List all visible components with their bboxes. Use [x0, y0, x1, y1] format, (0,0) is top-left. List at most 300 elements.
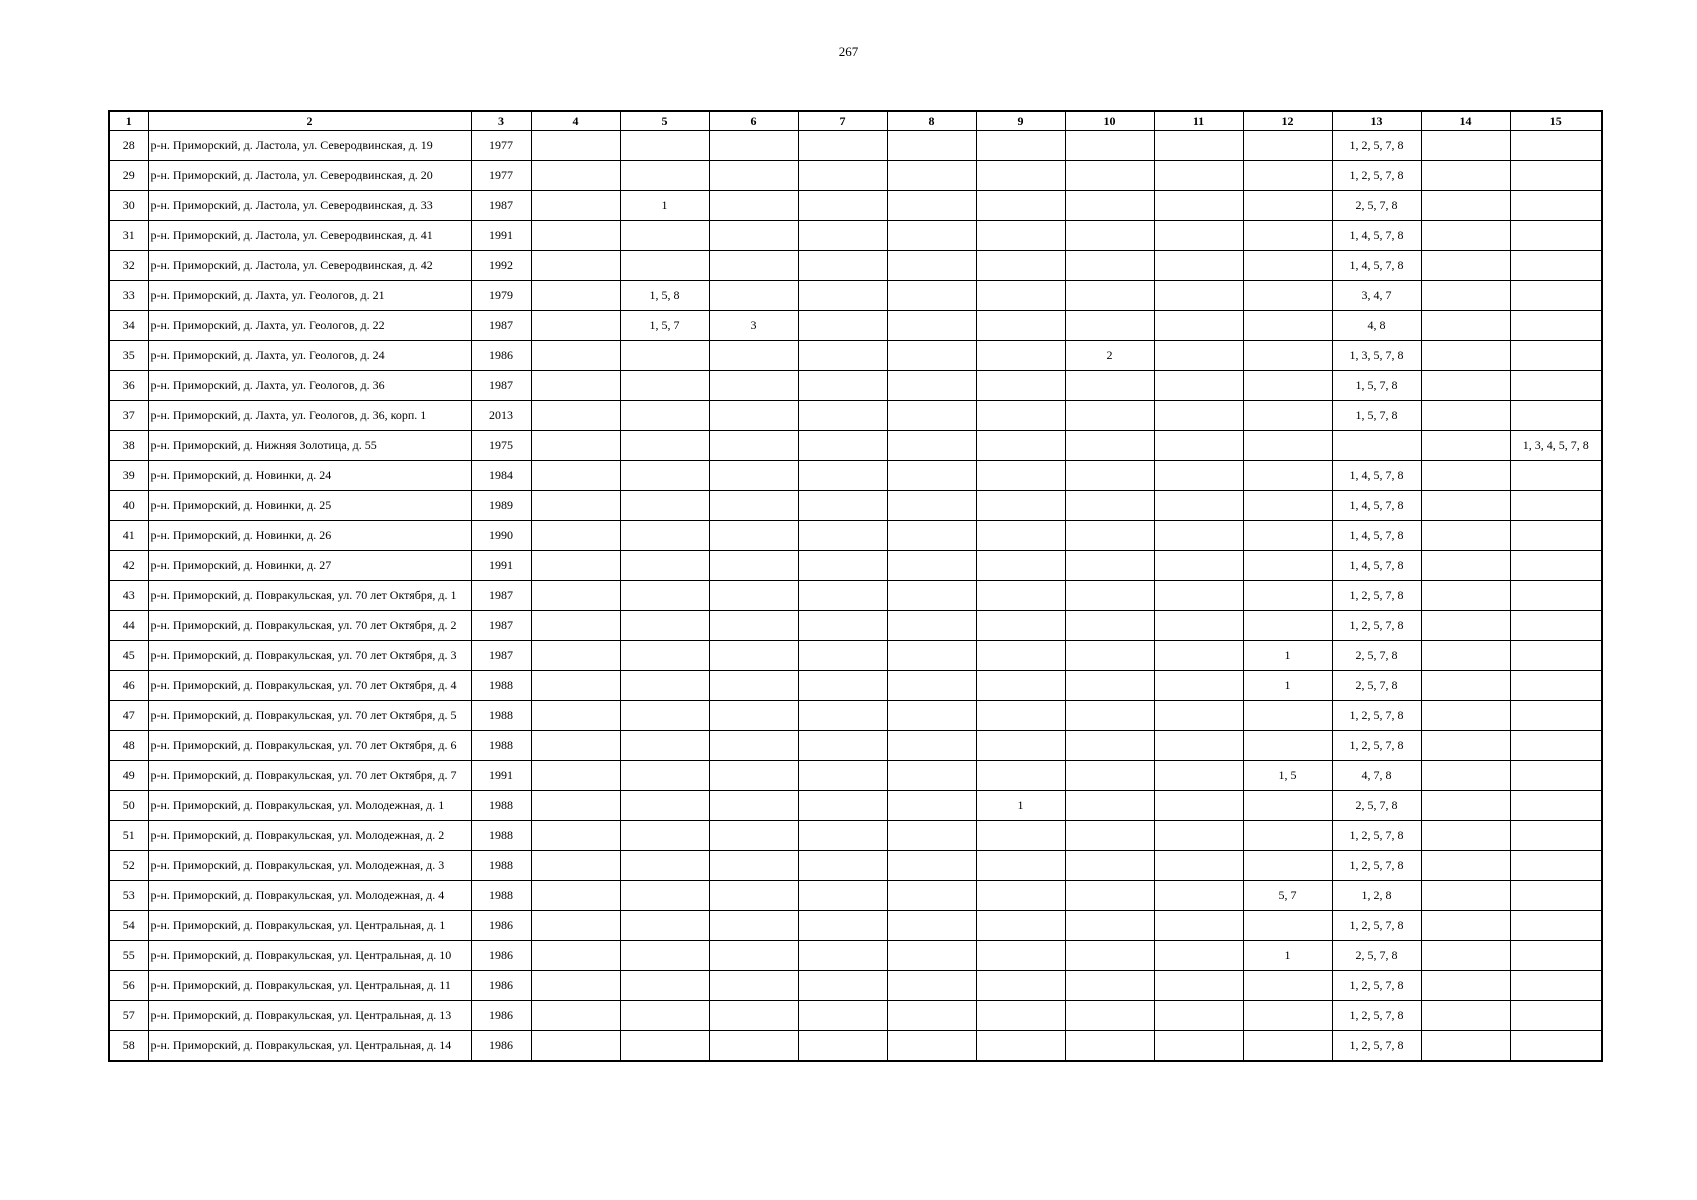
year-cell: 1991 [471, 551, 531, 581]
table-cell-col-8 [887, 221, 976, 251]
table-cell-col-4 [531, 731, 620, 761]
table-cell-col-15 [1510, 791, 1602, 821]
table-cell-col-15 [1510, 371, 1602, 401]
table-cell-col-13: 1, 4, 5, 7, 8 [1332, 221, 1421, 251]
table-cell-col-12 [1243, 461, 1332, 491]
table-cell-col-12 [1243, 701, 1332, 731]
row-number-cell: 48 [109, 731, 148, 761]
table-cell-col-8 [887, 881, 976, 911]
address-cell: р-н. Приморский, д. Повракульская, ул. 70 лет Октября, д. 2 [148, 611, 471, 641]
address-cell: р-н. Приморский, д. Повракульская, ул. 70 лет Октября, д. 1 [148, 581, 471, 611]
table-cell-col-10 [1065, 551, 1154, 581]
column-header-14: 14 [1421, 111, 1510, 131]
table-cell-col-4 [531, 311, 620, 341]
table-row [109, 161, 1602, 191]
table-cell-col-13: 1, 2, 8 [1332, 881, 1421, 911]
table-cell-col-7 [798, 761, 887, 791]
address-cell: р-н. Приморский, д. Повракульская, ул. Молодежная, д. 1 [148, 791, 471, 821]
table-cell-col-12 [1243, 851, 1332, 881]
table-cell-col-8 [887, 1031, 976, 1062]
table-cell-col-10 [1065, 911, 1154, 941]
table-cell-col-8 [887, 371, 976, 401]
table-cell-col-9 [976, 611, 1065, 641]
table-cell-col-10 [1065, 491, 1154, 521]
table-cell-col-6 [709, 581, 798, 611]
table-cell-col-6 [709, 251, 798, 281]
table-cell-col-8 [887, 251, 976, 281]
table-cell-col-12: 1, 5 [1243, 761, 1332, 791]
table-cell-col-8 [887, 551, 976, 581]
table-cell-col-13: 2, 5, 7, 8 [1332, 671, 1421, 701]
table-cell-col-6 [709, 461, 798, 491]
table-cell-col-5 [620, 581, 709, 611]
table-cell-col-14 [1421, 671, 1510, 701]
column-header-15: 15 [1510, 111, 1602, 131]
table-cell-col-8 [887, 821, 976, 851]
table-cell-col-13: 1, 2, 5, 7, 8 [1332, 161, 1421, 191]
year-cell: 1987 [471, 641, 531, 671]
table-cell-col-11 [1154, 161, 1243, 191]
row-number-cell: 44 [109, 611, 148, 641]
table-cell-col-8 [887, 791, 976, 821]
table-cell-col-13: 1, 4, 5, 7, 8 [1332, 491, 1421, 521]
table-cell-col-5: 1 [620, 191, 709, 221]
table-row [109, 611, 1602, 641]
table-cell-col-7 [798, 521, 887, 551]
page-number: 267 [838, 44, 859, 59]
year-cell: 1991 [471, 221, 531, 251]
table-cell-col-10 [1065, 941, 1154, 971]
table-cell-col-12: 1 [1243, 671, 1332, 701]
year-cell: 2013 [471, 401, 531, 431]
row-number-cell: 51 [109, 821, 148, 851]
table-cell-col-10 [1065, 731, 1154, 761]
table-cell-col-11 [1154, 881, 1243, 911]
year-cell: 1975 [471, 431, 531, 461]
table-row [109, 461, 1602, 491]
table-cell-col-10 [1065, 611, 1154, 641]
table-cell-col-14 [1421, 641, 1510, 671]
table-cell-col-8 [887, 701, 976, 731]
table-cell-col-13: 2, 5, 7, 8 [1332, 941, 1421, 971]
table-cell-col-12 [1243, 431, 1332, 461]
table-cell-col-12 [1243, 161, 1332, 191]
table-cell-col-8 [887, 311, 976, 341]
table-cell-col-10 [1065, 251, 1154, 281]
table-cell-col-5 [620, 461, 709, 491]
table-cell-col-14 [1421, 701, 1510, 731]
table-cell-col-12 [1243, 911, 1332, 941]
table-cell-col-10 [1065, 761, 1154, 791]
table-cell-col-7 [798, 701, 887, 731]
table-cell-col-4 [531, 461, 620, 491]
table-cell-col-12 [1243, 611, 1332, 641]
table-cell-col-6 [709, 1031, 798, 1062]
table-cell-col-15 [1510, 611, 1602, 641]
table-cell-col-10 [1065, 1001, 1154, 1031]
column-header-9: 9 [976, 111, 1065, 131]
table-cell-col-5 [620, 1001, 709, 1031]
table-cell-col-7 [798, 881, 887, 911]
table-cell-col-15 [1510, 461, 1602, 491]
row-number-cell: 42 [109, 551, 148, 581]
year-cell: 1989 [471, 491, 531, 521]
address-cell: р-н. Приморский, д. Повракульская, ул. Центральная, д. 13 [148, 1001, 471, 1031]
table-cell-col-7 [798, 131, 887, 161]
address-cell: р-н. Приморский, д. Ластола, ул. Северодвинская, д. 19 [148, 131, 471, 161]
row-number-cell: 38 [109, 431, 148, 461]
table-cell-col-15: 1, 3, 4, 5, 7, 8 [1510, 431, 1602, 461]
table-cell-col-5 [620, 791, 709, 821]
table-cell-col-12 [1243, 971, 1332, 1001]
table-cell-col-14 [1421, 1001, 1510, 1031]
address-cell: р-н. Приморский, д. Повракульская, ул. 70 лет Октября, д. 6 [148, 731, 471, 761]
table-cell-col-9 [976, 701, 1065, 731]
table-cell-col-6 [709, 161, 798, 191]
table-cell-col-8 [887, 1001, 976, 1031]
table-cell-col-13: 1, 5, 7, 8 [1332, 371, 1421, 401]
table-cell-col-5 [620, 491, 709, 521]
table-row [109, 701, 1602, 731]
year-cell: 1986 [471, 341, 531, 371]
table-cell-col-5 [620, 701, 709, 731]
table-cell-col-10 [1065, 671, 1154, 701]
table-cell-col-14 [1421, 611, 1510, 641]
table-cell-col-12 [1243, 491, 1332, 521]
address-cell: р-н. Приморский, д. Повракульская, ул. Молодежная, д. 2 [148, 821, 471, 851]
column-header-12: 12 [1243, 111, 1332, 131]
table-cell-col-7 [798, 491, 887, 521]
table-cell-col-12 [1243, 1001, 1332, 1031]
table-cell-col-13: 1, 4, 5, 7, 8 [1332, 551, 1421, 581]
table-cell-col-9 [976, 311, 1065, 341]
table-cell-col-13: 1, 2, 5, 7, 8 [1332, 851, 1421, 881]
row-number-cell: 39 [109, 461, 148, 491]
table-cell-col-11 [1154, 491, 1243, 521]
table-cell-col-5: 1, 5, 7 [620, 311, 709, 341]
table-cell-col-4 [531, 671, 620, 701]
row-number-cell: 40 [109, 491, 148, 521]
table-cell-col-5 [620, 371, 709, 401]
year-cell: 1990 [471, 521, 531, 551]
table-cell-col-15 [1510, 761, 1602, 791]
table-cell-col-6 [709, 821, 798, 851]
address-cell: р-н. Приморский, д. Ластола, ул. Северодвинская, д. 33 [148, 191, 471, 221]
table-cell-col-10 [1065, 461, 1154, 491]
table-cell-col-11 [1154, 521, 1243, 551]
table-cell-col-11 [1154, 1001, 1243, 1031]
table-cell-col-14 [1421, 941, 1510, 971]
table-cell-col-9 [976, 401, 1065, 431]
table-cell-col-6 [709, 611, 798, 641]
table-cell-col-12 [1243, 821, 1332, 851]
year-cell: 1991 [471, 761, 531, 791]
table-cell-col-12 [1243, 221, 1332, 251]
table-cell-col-10 [1065, 581, 1154, 611]
table-cell-col-10: 2 [1065, 341, 1154, 371]
year-cell: 1984 [471, 461, 531, 491]
table-cell-col-7 [798, 611, 887, 641]
table-cell-col-14 [1421, 971, 1510, 1001]
table-row [109, 911, 1602, 941]
table-cell-col-9 [976, 371, 1065, 401]
table-cell-col-13: 2, 5, 7, 8 [1332, 791, 1421, 821]
table-cell-col-6 [709, 551, 798, 581]
address-cell: р-н. Приморский, д. Лахта, ул. Геологов, д. 36 [148, 371, 471, 401]
table-cell-col-12 [1243, 731, 1332, 761]
table-cell-col-6 [709, 281, 798, 311]
table-row [109, 401, 1602, 431]
table-cell-col-14 [1421, 881, 1510, 911]
table-row [109, 371, 1602, 401]
table-cell-col-4 [531, 191, 620, 221]
column-header-8: 8 [887, 111, 976, 131]
address-cell: р-н. Приморский, д. Ластола, ул. Северодвинская, д. 41 [148, 221, 471, 251]
table-cell-col-7 [798, 911, 887, 941]
table-cell-col-5 [620, 431, 709, 461]
row-number-cell: 54 [109, 911, 148, 941]
table-cell-col-15 [1510, 1031, 1602, 1062]
table-cell-col-4 [531, 821, 620, 851]
table-cell-col-4 [531, 701, 620, 731]
table-cell-col-14 [1421, 341, 1510, 371]
table-cell-col-15 [1510, 851, 1602, 881]
table-cell-col-11 [1154, 971, 1243, 1001]
address-cell: р-н. Приморский, д. Повракульская, ул. 70 лет Октября, д. 7 [148, 761, 471, 791]
table-cell-col-12 [1243, 341, 1332, 371]
table-row [109, 581, 1602, 611]
table-cell-col-11 [1154, 671, 1243, 701]
table-cell-col-11 [1154, 701, 1243, 731]
table-cell-col-15 [1510, 641, 1602, 671]
table-cell-col-12: 1 [1243, 941, 1332, 971]
table-cell-col-5 [620, 341, 709, 371]
table-cell-col-5 [620, 731, 709, 761]
table-cell-col-10 [1065, 641, 1154, 671]
table-cell-col-9 [976, 1001, 1065, 1031]
table-cell-col-15 [1510, 221, 1602, 251]
table-body [109, 131, 1602, 1062]
table-row [109, 851, 1602, 881]
year-cell: 1986 [471, 941, 531, 971]
table-cell-col-4 [531, 221, 620, 251]
table-cell-col-5 [620, 1031, 709, 1062]
table-cell-col-6 [709, 641, 798, 671]
table-row [109, 641, 1602, 671]
table-row [109, 191, 1602, 221]
table-cell-col-9 [976, 911, 1065, 941]
table-cell-col-9 [976, 1031, 1065, 1062]
table-cell-col-8 [887, 581, 976, 611]
table-row [109, 1031, 1602, 1062]
table-cell-col-7 [798, 971, 887, 1001]
table-cell-col-15 [1510, 701, 1602, 731]
table-cell-col-9 [976, 821, 1065, 851]
table-cell-col-8 [887, 431, 976, 461]
table-cell-col-10 [1065, 371, 1154, 401]
table-row [109, 971, 1602, 1001]
table-cell-col-5 [620, 551, 709, 581]
table-cell-col-13: 2, 5, 7, 8 [1332, 641, 1421, 671]
table-cell-col-6 [709, 131, 798, 161]
table-cell-col-15 [1510, 551, 1602, 581]
address-cell: р-н. Приморский, д. Повракульская, ул. Центральная, д. 1 [148, 911, 471, 941]
table-cell-col-5 [620, 971, 709, 1001]
table-cell-col-9 [976, 581, 1065, 611]
table-row [109, 731, 1602, 761]
table-cell-col-6 [709, 911, 798, 941]
table-cell-col-10 [1065, 1031, 1154, 1062]
table-cell-col-8 [887, 851, 976, 881]
year-cell: 1986 [471, 911, 531, 941]
table-cell-col-9 [976, 281, 1065, 311]
table-cell-col-7 [798, 161, 887, 191]
table-cell-col-13: 3, 4, 7 [1332, 281, 1421, 311]
table-cell-col-4 [531, 161, 620, 191]
table-cell-col-4 [531, 341, 620, 371]
table-cell-col-9 [976, 671, 1065, 701]
table-cell-col-14 [1421, 821, 1510, 851]
table-cell-col-9 [976, 521, 1065, 551]
table-cell-col-8 [887, 611, 976, 641]
table-cell-col-6 [709, 341, 798, 371]
row-number-cell: 55 [109, 941, 148, 971]
table-cell-col-13: 1, 4, 5, 7, 8 [1332, 251, 1421, 281]
year-cell: 1988 [471, 881, 531, 911]
year-cell: 1988 [471, 851, 531, 881]
table-cell-col-15 [1510, 941, 1602, 971]
table-cell-col-8 [887, 971, 976, 1001]
row-number-cell: 32 [109, 251, 148, 281]
year-cell: 1986 [471, 971, 531, 1001]
table-cell-col-7 [798, 641, 887, 671]
table-cell-col-10 [1065, 521, 1154, 551]
table-cell-col-8 [887, 401, 976, 431]
table-cell-col-13: 4, 7, 8 [1332, 761, 1421, 791]
table-cell-col-11 [1154, 941, 1243, 971]
table-cell-col-13: 1, 2, 5, 7, 8 [1332, 821, 1421, 851]
table-cell-col-6 [709, 731, 798, 761]
column-header-10: 10 [1065, 111, 1154, 131]
table-cell-col-12 [1243, 521, 1332, 551]
table-cell-col-5 [620, 761, 709, 791]
table-cell-col-13: 1, 2, 5, 7, 8 [1332, 971, 1421, 1001]
table-cell-col-10 [1065, 821, 1154, 851]
year-cell: 1979 [471, 281, 531, 311]
table-cell-col-4 [531, 401, 620, 431]
table-cell-col-11 [1154, 401, 1243, 431]
table-cell-col-11 [1154, 911, 1243, 941]
row-number-cell: 31 [109, 221, 148, 251]
address-cell: р-н. Приморский, д. Повракульская, ул. Молодежная, д. 4 [148, 881, 471, 911]
year-cell: 1988 [471, 821, 531, 851]
table-row [109, 431, 1602, 461]
table-cell-col-5 [620, 221, 709, 251]
table-row [109, 221, 1602, 251]
table-cell-col-14 [1421, 251, 1510, 281]
table-row [109, 551, 1602, 581]
table-cell-col-12 [1243, 551, 1332, 581]
table-cell-col-8 [887, 491, 976, 521]
table-cell-col-6 [709, 851, 798, 881]
table-cell-col-4 [531, 911, 620, 941]
table-cell-col-14 [1421, 791, 1510, 821]
table-cell-col-11 [1154, 641, 1243, 671]
table-cell-col-9 [976, 461, 1065, 491]
row-number-cell: 56 [109, 971, 148, 1001]
address-cell: р-н. Приморский, д. Повракульская, ул. Молодежная, д. 3 [148, 851, 471, 881]
table-cell-col-7 [798, 431, 887, 461]
table-cell-col-15 [1510, 821, 1602, 851]
table-cell-col-15 [1510, 401, 1602, 431]
address-cell: р-н. Приморский, д. Новинки, д. 24 [148, 461, 471, 491]
table-cell-col-14 [1421, 491, 1510, 521]
row-number-cell: 33 [109, 281, 148, 311]
column-header-6: 6 [709, 111, 798, 131]
table-cell-col-13 [1332, 431, 1421, 461]
table-cell-col-9 [976, 161, 1065, 191]
year-cell: 1986 [471, 1001, 531, 1031]
table-cell-col-12 [1243, 311, 1332, 341]
table-cell-col-14 [1421, 221, 1510, 251]
row-number-cell: 36 [109, 371, 148, 401]
table-cell-col-9 [976, 221, 1065, 251]
table-cell-col-4 [531, 251, 620, 281]
table-cell-col-9 [976, 341, 1065, 371]
table-cell-col-12 [1243, 131, 1332, 161]
table-cell-col-5 [620, 881, 709, 911]
address-cell: р-н. Приморский, д. Повракульская, ул. Центральная, д. 14 [148, 1031, 471, 1062]
address-cell: р-н. Приморский, д. Лахта, ул. Геологов, д. 36, корп. 1 [148, 401, 471, 431]
table-cell-col-5 [620, 251, 709, 281]
address-cell: р-н. Приморский, д. Нижняя Золотица, д. 55 [148, 431, 471, 461]
table-cell-col-11 [1154, 131, 1243, 161]
table-cell-col-6 [709, 1001, 798, 1031]
table-cell-col-5 [620, 401, 709, 431]
table-cell-col-10 [1065, 851, 1154, 881]
address-cell: р-н. Приморский, д. Новинки, д. 27 [148, 551, 471, 581]
row-number-cell: 45 [109, 641, 148, 671]
table-cell-col-15 [1510, 911, 1602, 941]
table-cell-col-4 [531, 971, 620, 1001]
table-cell-col-7 [798, 941, 887, 971]
table-cell-col-7 [798, 371, 887, 401]
year-cell: 1987 [471, 311, 531, 341]
table-cell-col-4 [531, 281, 620, 311]
table-cell-col-15 [1510, 131, 1602, 161]
row-number-cell: 43 [109, 581, 148, 611]
table-cell-col-4 [531, 521, 620, 551]
table-cell-col-13: 1, 4, 5, 7, 8 [1332, 461, 1421, 491]
table-cell-col-9 [976, 551, 1065, 581]
header-row [109, 111, 1602, 131]
table-cell-col-15 [1510, 161, 1602, 191]
table-cell-col-14 [1421, 731, 1510, 761]
table-cell-col-8 [887, 131, 976, 161]
column-header-3: 3 [471, 111, 531, 131]
table-cell-col-9 [976, 761, 1065, 791]
address-cell: р-н. Приморский, д. Лахта, ул. Геологов, д. 21 [148, 281, 471, 311]
table-cell-col-9 [976, 491, 1065, 521]
table-cell-col-8 [887, 521, 976, 551]
table-cell-col-5 [620, 851, 709, 881]
address-cell: р-н. Приморский, д. Повракульская, ул. 70 лет Октября, д. 5 [148, 701, 471, 731]
table-cell-col-6 [709, 941, 798, 971]
table-cell-col-7 [798, 461, 887, 491]
table-cell-col-15 [1510, 191, 1602, 221]
row-number-cell: 49 [109, 761, 148, 791]
table-cell-col-10 [1065, 431, 1154, 461]
